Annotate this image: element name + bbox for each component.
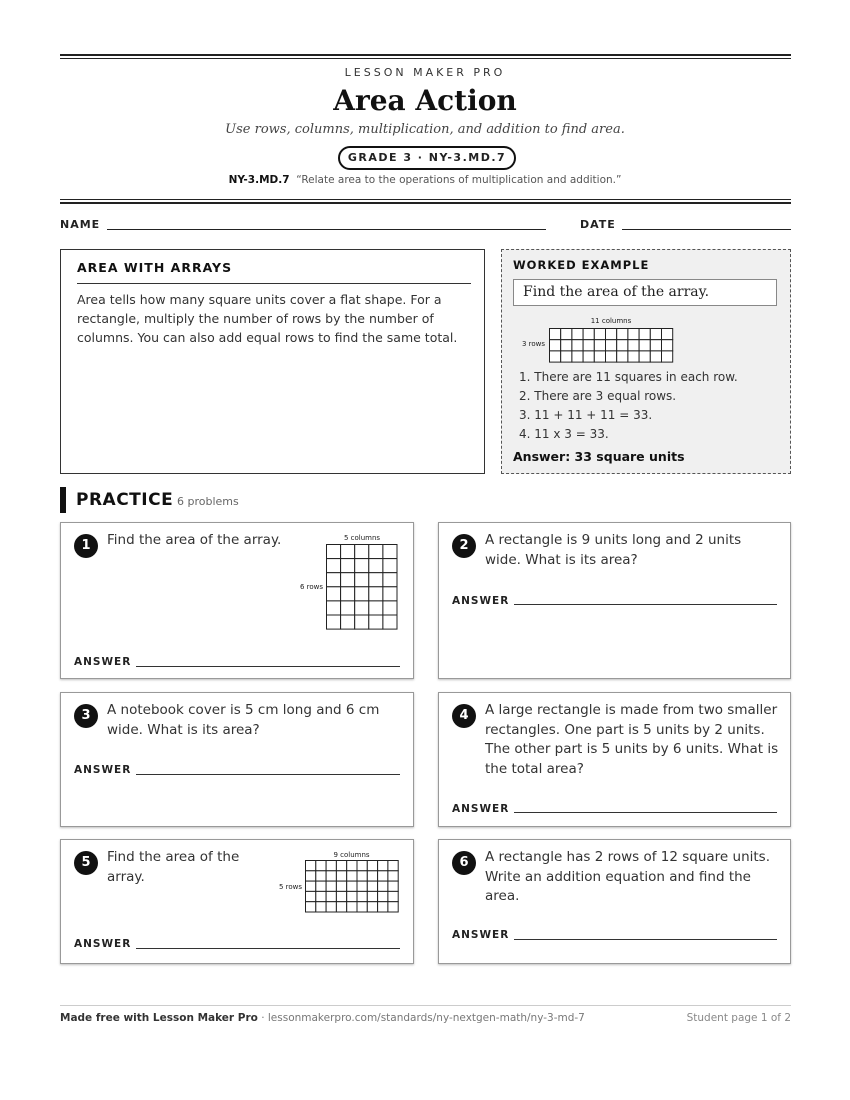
grid-square (583, 340, 594, 351)
answer-label: ANSWER (452, 929, 510, 941)
grid-square (572, 329, 583, 340)
grid-square (378, 891, 388, 901)
footer-page-number: Student page 1 of 2 (686, 1012, 791, 1024)
grid-square (628, 351, 639, 362)
footer-url[interactable]: · lessonmakerpro.com/standards/ny-nextgen-math/ny-3-md-7 (257, 1012, 585, 1024)
worked-example-grid (549, 328, 675, 364)
problem-number: 3 (74, 704, 98, 728)
page-subtitle: Use rows, columns, multiplication, and addition to find area. (225, 122, 625, 137)
grid-square (550, 329, 561, 340)
problem-text: A rectangle has 2 rows of 12 square units. Write an addition equation and find the area. (485, 849, 770, 904)
grid-square (369, 559, 383, 573)
grid-square (369, 545, 383, 559)
grid-square (369, 615, 383, 629)
worked-example-answer: Answer: 33 square units (513, 449, 685, 464)
practice-count: 6 problems (177, 495, 239, 508)
answer-field[interactable] (514, 604, 777, 605)
answer-field[interactable] (514, 812, 777, 813)
grid-square (306, 871, 316, 881)
problem-text: Find the area of the array. (107, 532, 282, 548)
worked-example-title: WORKED EXAMPLE (513, 258, 650, 272)
grid-square (341, 545, 355, 559)
grid-square (306, 881, 316, 891)
grid-square (326, 881, 336, 891)
grid-square (347, 891, 357, 901)
grid-square (336, 891, 346, 901)
problem-text: A rectangle is 9 units long and 2 units wide. What is its area? (485, 532, 742, 568)
grid-square (306, 861, 316, 871)
grid-square (316, 902, 326, 912)
grid-square (383, 601, 397, 615)
grid-square (650, 329, 661, 340)
name-label: NAME (60, 218, 101, 231)
step-item: 4. 11 x 3 = 33. (519, 427, 609, 441)
answer-field[interactable] (514, 939, 777, 940)
worked-example-prompt: Find the area of the array. (513, 279, 777, 306)
grid-square (326, 902, 336, 912)
grid-square (606, 329, 617, 340)
grid-square (327, 587, 341, 601)
step-item: 1. There are 11 squares in each row. (519, 370, 738, 384)
grid-square (367, 871, 377, 881)
grid-square (347, 902, 357, 912)
grid-square (583, 329, 594, 340)
standard-line (0, 174, 850, 186)
problem-text: A large rectangle is made from two smaller rectangles. One part is 5 units by 2 units. The other part is 5 units by 6 units. What is the total area? (485, 702, 779, 777)
grid-column-label: 5 columns (343, 534, 381, 542)
answer-field[interactable] (136, 948, 400, 949)
grid-square (628, 329, 639, 340)
grid-square (662, 351, 673, 362)
grid-square (327, 615, 341, 629)
grid-square (347, 861, 357, 871)
grid-square (326, 891, 336, 901)
grade-badge: GRADE 3 · NY-3.MD.7 (338, 146, 516, 170)
header-bottom-rule (60, 202, 791, 204)
intro-box (60, 249, 485, 474)
problem-number: 4 (452, 704, 476, 728)
grid-square (650, 340, 661, 351)
grid-row-label: 5 rows (278, 883, 302, 891)
problem-card-1 (60, 522, 414, 679)
grid-square (357, 891, 367, 901)
grid-square (355, 559, 369, 573)
grid-square (561, 340, 572, 351)
grid-square (606, 351, 617, 362)
grid-square (336, 902, 346, 912)
answer-label: ANSWER (452, 803, 510, 815)
answer-label: ANSWER (74, 656, 132, 668)
grid-square (367, 881, 377, 891)
grid-square (388, 891, 398, 901)
grid-square (650, 351, 661, 362)
grid-square (378, 881, 388, 891)
worked-example-steps (519, 368, 738, 444)
grid-square (357, 861, 367, 871)
grid-square (583, 351, 594, 362)
grid-square (355, 601, 369, 615)
grid-square (341, 573, 355, 587)
grid-square (550, 340, 561, 351)
grid-square (369, 601, 383, 615)
intro-title: AREA WITH ARRAYS (77, 260, 233, 275)
problem-card-2 (438, 522, 791, 679)
grid-square (336, 881, 346, 891)
grid-square (355, 615, 369, 629)
date-label: DATE (580, 218, 616, 231)
problem-grid (305, 860, 399, 914)
grid-square (341, 559, 355, 573)
header-bottom-rule-thin (60, 199, 791, 200)
grid-square (336, 871, 346, 881)
grid-square (606, 340, 617, 351)
grid-square (357, 881, 367, 891)
grid-row-label: 6 rows (299, 583, 323, 591)
grid-square (357, 871, 367, 881)
grid-square (594, 340, 605, 351)
grid-square (369, 573, 383, 587)
answer-label: ANSWER (452, 595, 510, 607)
grid-square (572, 351, 583, 362)
grid-square (355, 587, 369, 601)
grid-square (572, 340, 583, 351)
problem-number: 6 (452, 851, 476, 875)
grid-square (383, 573, 397, 587)
grid-square (369, 587, 383, 601)
grid-square (662, 340, 673, 351)
grid-square (617, 351, 628, 362)
grid-square (367, 891, 377, 901)
grid-square (327, 573, 341, 587)
grid-square (347, 871, 357, 881)
grid-square (378, 902, 388, 912)
top-rule-thin (60, 58, 791, 59)
answer-label: ANSWER (74, 764, 132, 776)
step-item: 3. 11 + 11 + 11 = 33. (519, 408, 653, 422)
problem-number: 2 (452, 534, 476, 558)
grid-square (306, 902, 316, 912)
standard-code: NY-3.MD.7 (228, 174, 290, 186)
grid-square (378, 871, 388, 881)
grid-square (336, 861, 346, 871)
grid-square (639, 329, 650, 340)
problem-text: A notebook cover is 5 cm long and 6 cm wide. What is its area? (107, 702, 380, 738)
footer-rule (60, 1005, 791, 1006)
standard-text: “Relate area to the operations of multiplication and addition.” (296, 174, 622, 186)
grid-square (355, 573, 369, 587)
grid-square (594, 351, 605, 362)
grid-column-label: 9 columns (333, 851, 370, 859)
grid-square (341, 601, 355, 615)
grid-square (327, 545, 341, 559)
problem-number: 1 (74, 534, 98, 558)
grid-square (306, 891, 316, 901)
footer-credit (60, 1012, 585, 1024)
grid-square (326, 871, 336, 881)
grid-square (388, 861, 398, 871)
grid-square (639, 351, 650, 362)
step-item: 2. There are 3 equal rows. (519, 389, 677, 403)
answer-field[interactable] (136, 666, 400, 667)
intro-divider (77, 283, 471, 284)
brand-name: LESSON MAKER PRO (344, 66, 506, 79)
grid-square (327, 559, 341, 573)
practice-marker (60, 487, 66, 513)
grid-square (383, 587, 397, 601)
problem-text: Find the area of the array. (107, 849, 240, 885)
grid-square (367, 902, 377, 912)
grid-square (341, 615, 355, 629)
grid-square (378, 861, 388, 871)
grid-square (561, 351, 572, 362)
grid-square (617, 340, 628, 351)
grid-square (617, 329, 628, 340)
grid-square (383, 545, 397, 559)
problem-card-6 (438, 839, 791, 964)
grid-square (383, 615, 397, 629)
date-field[interactable] (622, 229, 791, 230)
answer-label: ANSWER (74, 938, 132, 950)
grid-square (326, 861, 336, 871)
grid-square (662, 329, 673, 340)
grid-square (639, 340, 650, 351)
grid-square (316, 881, 326, 891)
grid-row-label: 3 rows (521, 340, 545, 348)
grid-square (594, 329, 605, 340)
practice-heading: PRACTICE (76, 490, 174, 510)
grid-column-label: 11 columns (590, 317, 632, 325)
grid-square (316, 861, 326, 871)
grid-square (388, 881, 398, 891)
grid-square (388, 871, 398, 881)
grid-square (341, 587, 355, 601)
grid-square (383, 559, 397, 573)
grid-square (550, 351, 561, 362)
problem-card-4 (438, 692, 791, 827)
problem-number: 5 (74, 851, 98, 875)
grid-square (316, 891, 326, 901)
grid-square (316, 871, 326, 881)
problem-grid (326, 544, 398, 630)
page-title: Area Action (333, 84, 517, 117)
grid-square (357, 902, 367, 912)
problem-card-3 (60, 692, 414, 827)
answer-field[interactable] (136, 774, 400, 775)
grid-square (355, 545, 369, 559)
grid-square (347, 881, 357, 891)
worked-example-box (501, 249, 791, 474)
footer-made-with: Made free with Lesson Maker Pro (60, 1012, 258, 1024)
name-field[interactable] (107, 229, 546, 230)
grid-square (388, 902, 398, 912)
grid-square (327, 601, 341, 615)
grid-square (367, 861, 377, 871)
problem-card-5 (60, 839, 414, 964)
intro-body: Area tells how many square units cover a flat shape. For a rectangle, multiply the number of rows by the number of columns. You can also add equal rows to find the same total. (77, 292, 458, 345)
grid-square (561, 329, 572, 340)
grid-square (628, 340, 639, 351)
top-rule (60, 54, 791, 56)
